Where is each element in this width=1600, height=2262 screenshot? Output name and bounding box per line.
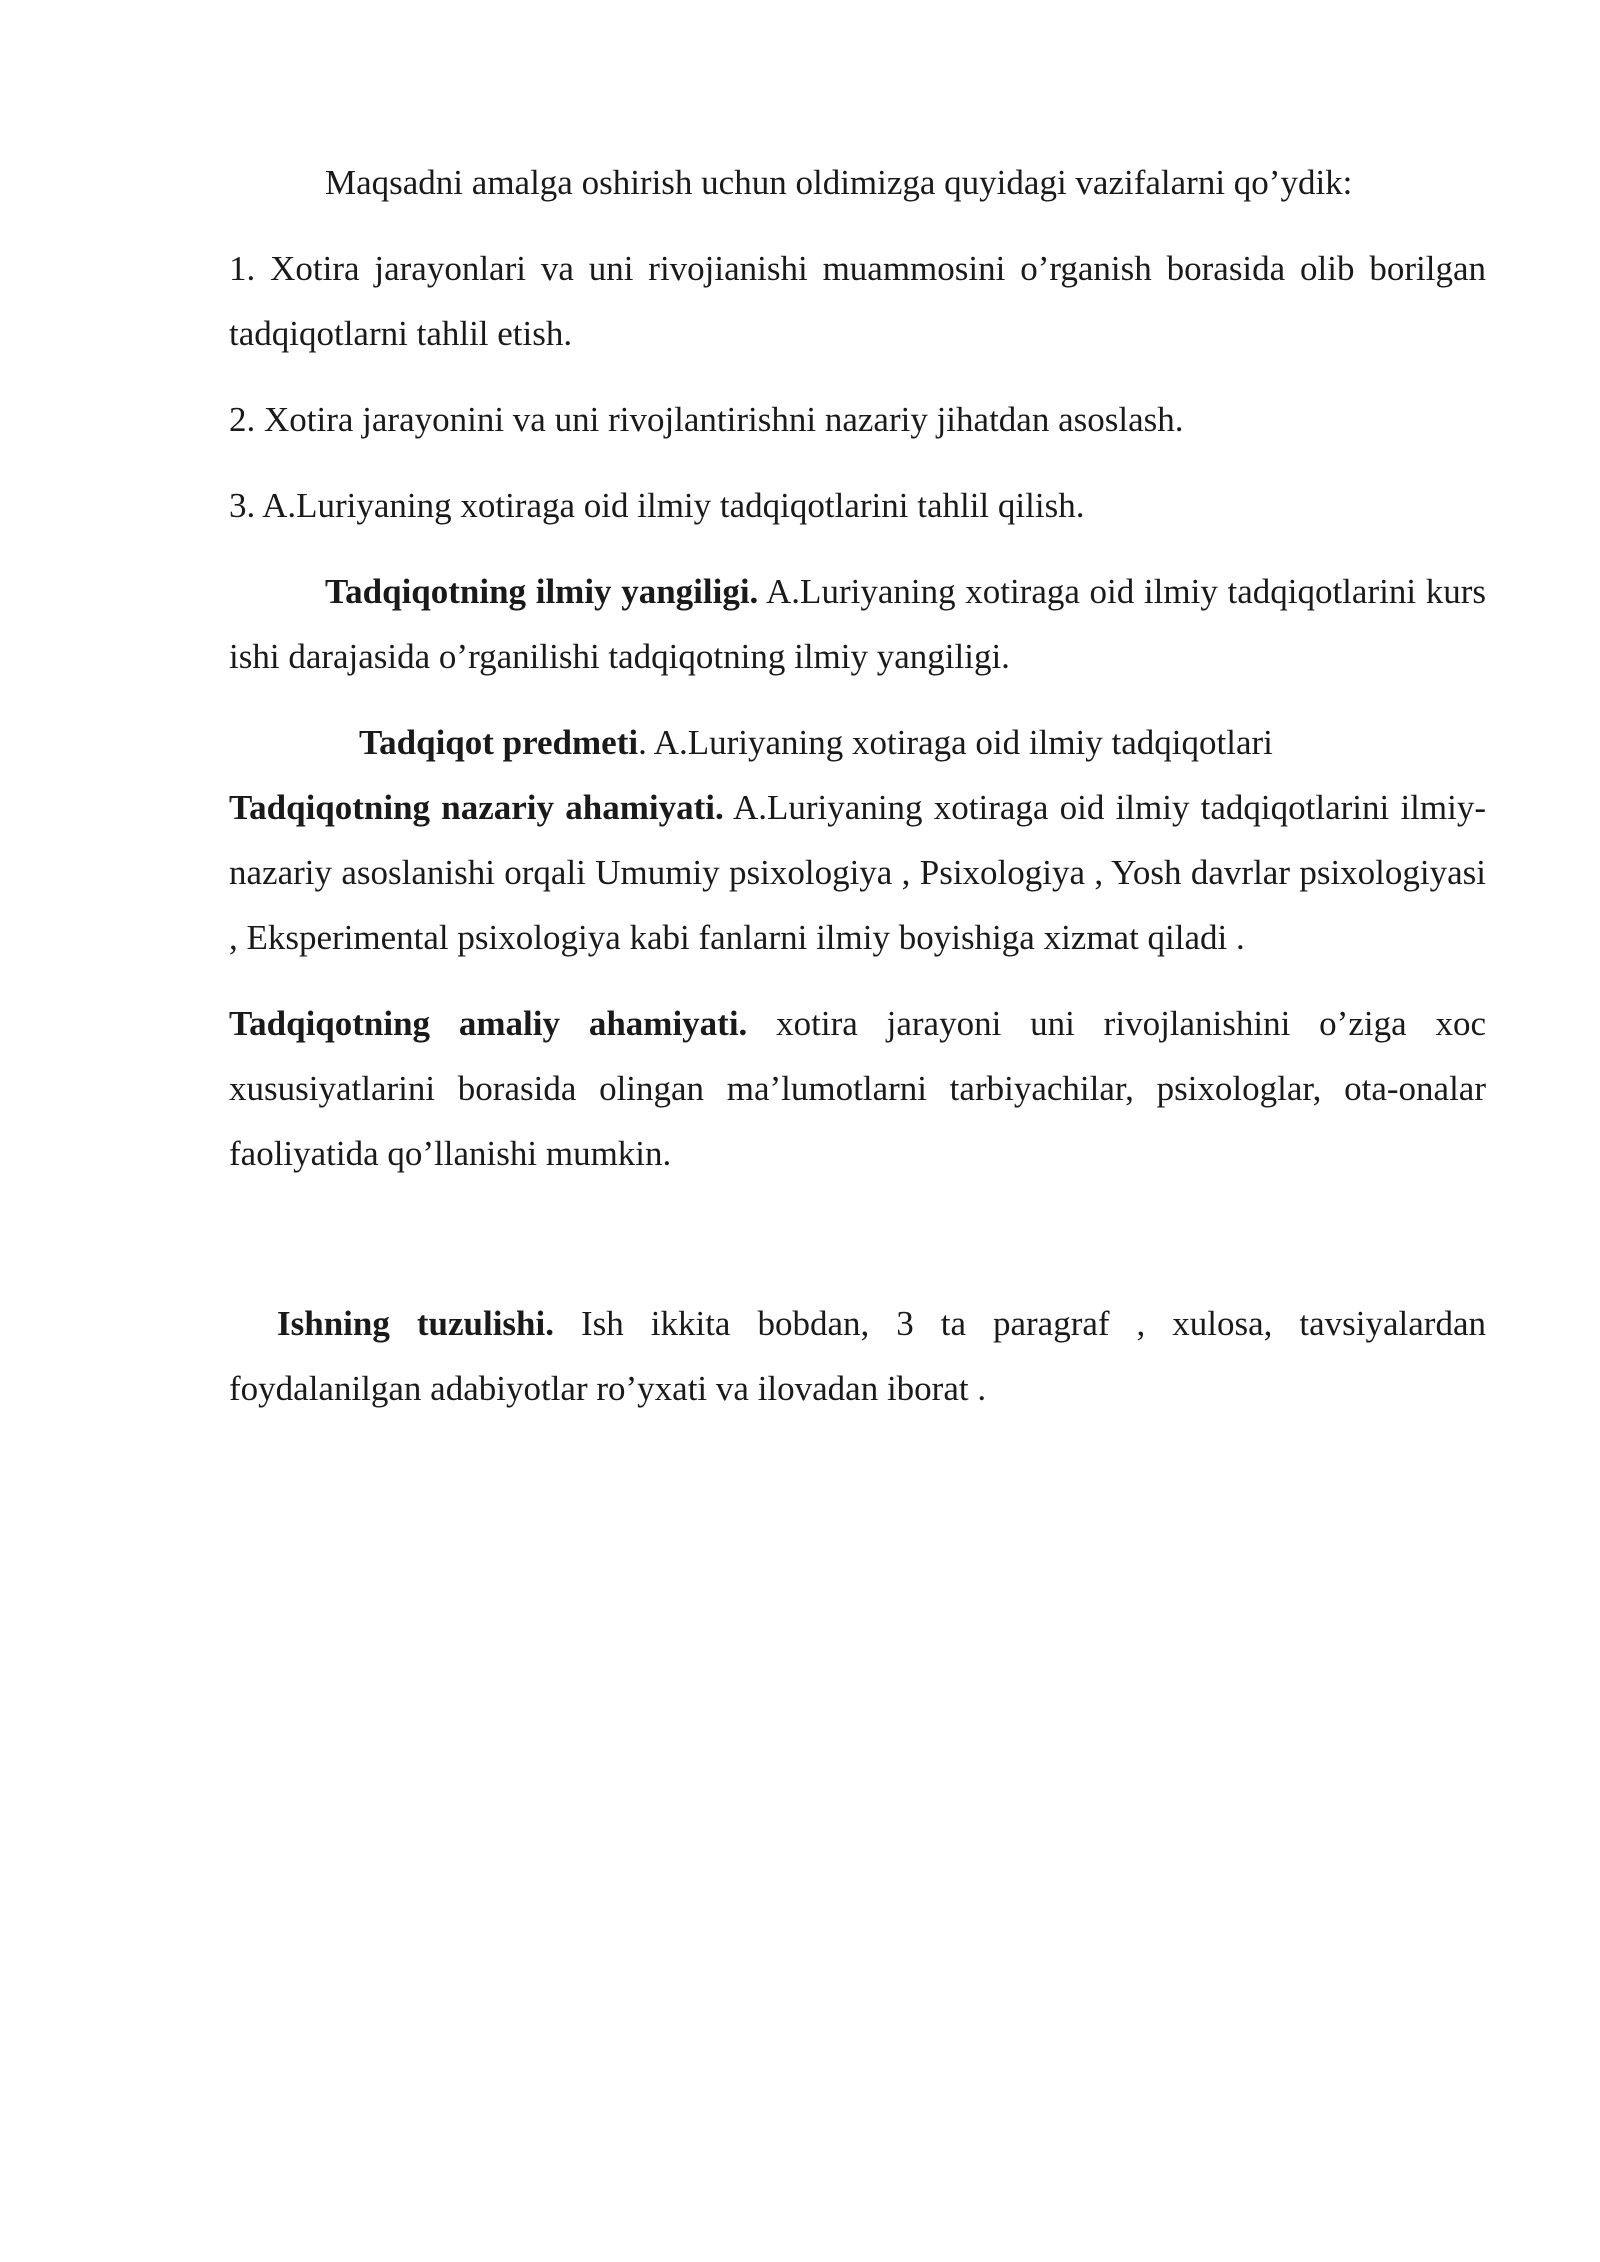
task-item-1: 1. Xotira jarayonlari va uni rivojianishi muammosini o’rganish borasida olib borilgan tadqiqotlarni tahlil etish.: [229, 249, 1486, 353]
novelty-paragraph: [229, 559, 1486, 689]
practical-text: xotira jarayoni uni rivojlanishini o’ziga xoc xususiyatlarini borasida olingan ma’lumotlarni tarbiyachilar, psixologlar, ota-onalar faoliyatida qo’llanishi mumkin.: [229, 1004, 1486, 1173]
theoretical-heading: Tadqiqotning nazariy ahamiyati.: [229, 788, 724, 827]
subject-text: . A.Luriyaning xotiraga oid ilmiy tadqiqotlari: [638, 723, 1273, 762]
practical-heading: Tadqiqotning amaliy ahamiyati.: [229, 1004, 748, 1043]
spacer: [229, 1207, 1486, 1291]
structure-heading: Ishning tuzulishi.: [277, 1304, 554, 1343]
task-item-3: 3. A.Luriyaning xotiraga oid ilmiy tadqiqotlarini tahlil qilish.: [229, 486, 1085, 525]
document-body: [229, 150, 1486, 1442]
theoretical-text: A.Luriyaning xotiraga oid ilmiy tadqiqotlarini ilmiy-nazariy asoslanishi orqali Umumiy psixologiya , Psixologiya , Yosh davrlar psixologiyasi , Eksperimental psixologiya kabi fanlarni ilmiy boyishiga xizmat qiladi .: [229, 788, 1486, 957]
structure-text: Ish ikkita bobdan, 3 ta paragraf , xulosa, tavsiyalardan foydalanilgan adabiyotlar ro’yxati va ilovadan iborat .: [229, 1304, 1486, 1408]
subject-heading: Tadqiqot predmeti: [359, 723, 639, 762]
subject-paragraph: [229, 710, 1486, 775]
task-item-2: 2. Xotira jarayonini va uni rivojlantirishni nazariy jihatdan asoslash.: [229, 400, 1184, 439]
theoretical-paragraph: [229, 775, 1486, 970]
novelty-text: A.Luriyaning xotiraga oid ilmiy tadqiqotlarini kurs ishi darajasida o’rganilishi tadqiqotning ilmiy yangiligi.: [229, 572, 1486, 676]
practical-paragraph: [229, 991, 1486, 1186]
novelty-heading: Tadqiqotning ilmiy yangiligi.: [325, 572, 759, 611]
structure-paragraph: [229, 1291, 1486, 1421]
intro-paragraph: Maqsadni amalga oshirish uchun oldimizga quyidagi vazifalarni qo’ydik:: [325, 163, 1353, 202]
